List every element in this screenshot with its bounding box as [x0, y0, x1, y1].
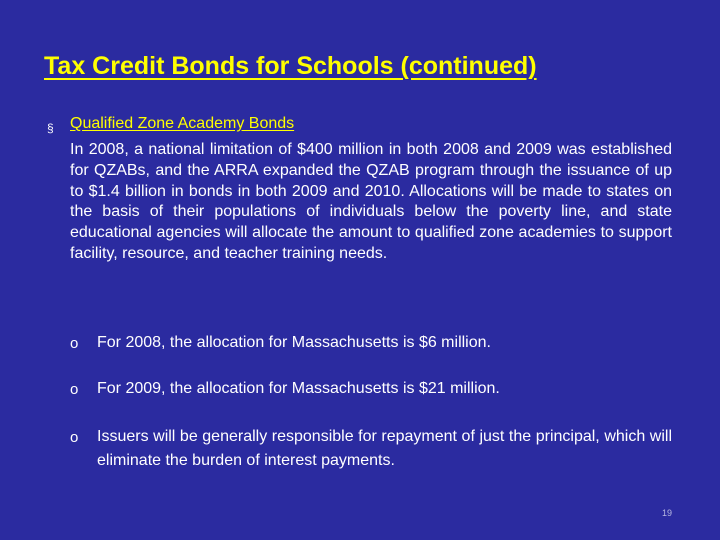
square-bullet-icon: §	[47, 121, 54, 135]
sub-bullet-1: For 2008, the allocation for Massachusetts is $6 million.	[97, 334, 491, 351]
slide-title: Tax Credit Bonds for Schools (continued)	[44, 52, 537, 80]
body-paragraph: In 2008, a national limitation of $400 million in both 2008 and 2009 was established for QZABs, and the ARRA expanded the QZAB program through the issuance of up to $1.4 billion in bonds in both 2009 and 2010. Allocations will be made to states on the basis of their populations of individuals below the poverty line, and state educational agencies will allocate the amount to qualified zone academies to support facility, resource, and teacher training needs.	[70, 141, 672, 262]
circle-bullet-icon: o	[70, 335, 79, 352]
sub-bullet-2: For 2009, the allocation for Massachusetts is $21 million.	[97, 380, 500, 397]
sub-bullet-3: Issuers will be generally responsible for repayment of just the principal, which will eliminate the burden of interest payments.	[97, 428, 672, 469]
page-number: 19	[662, 508, 673, 518]
circle-bullet-icon: o	[70, 429, 79, 446]
circle-bullet-icon: o	[70, 381, 79, 398]
section-heading: Qualified Zone Academy Bonds	[70, 115, 295, 132]
